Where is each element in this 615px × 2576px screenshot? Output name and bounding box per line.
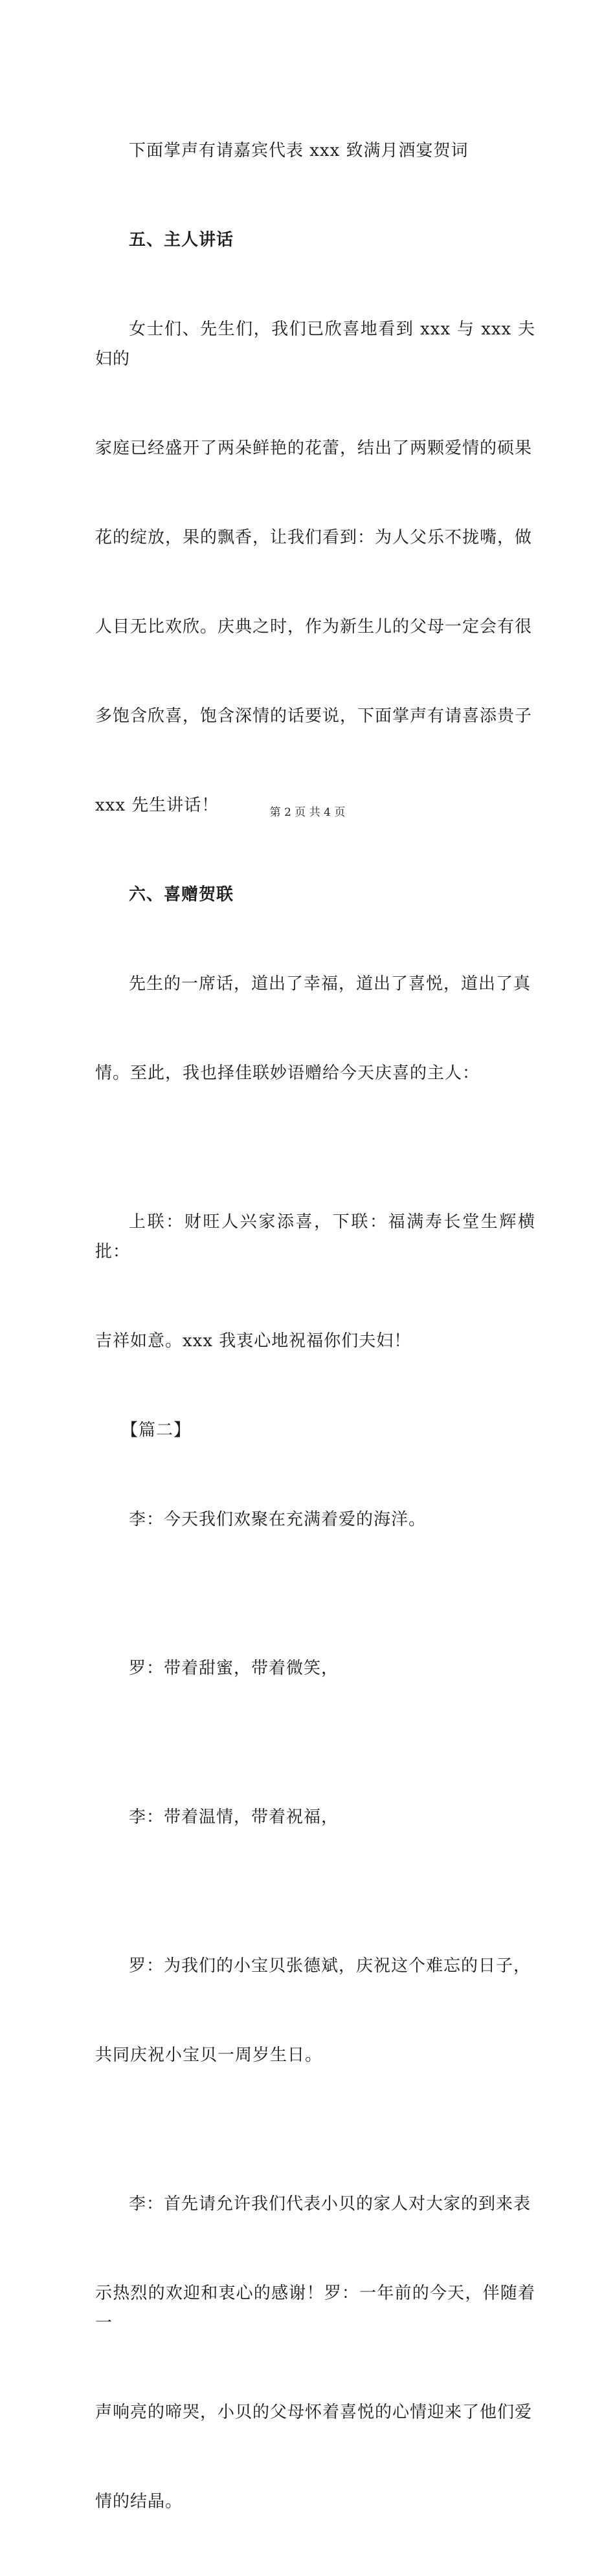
paragraph-guest-speech: 下面掌声有请嘉宾代表 xxx 致满月酒宴贺词 bbox=[129, 141, 469, 160]
dialogue-line: 罗：带着甜蜜，带着微笑， bbox=[129, 1659, 339, 1678]
section-label-part-two: 【篇二】 bbox=[121, 1421, 192, 1440]
dialogue-line: 罗：为我们的小宝贝张德斌，庆祝这个难忘的日子， 共同庆祝小宝贝一周岁生日。 bbox=[95, 1956, 531, 2065]
section-heading-host-speech: 五、主人讲话 bbox=[129, 230, 234, 250]
paragraph-couplet-intro: 先生的一席话，道出了幸福，道出了喜悦，道出了真 情。至此，我也择佳联妙语赠给今天庆喜的主人： bbox=[95, 974, 531, 1083]
dialogue-line: 李：带着温情，带着祝福， bbox=[129, 1807, 339, 1827]
page-number-footer: 第 2 页 共 4 页 bbox=[269, 806, 346, 819]
dialogue-line: 李：今天我们欢聚在充满着爱的海洋。 bbox=[129, 1510, 427, 1529]
paragraph-couplet-text: 上联：财旺人兴家添喜，下联：福满寿长堂生辉横批： 吉祥如意。xxx 我衷心地祝福你们夫妇！ bbox=[95, 1212, 535, 1351]
paragraph-host-speech: 女士们、先生们，我们已欣喜地看到 xxx 与 xxx 夫妇的 家庭已经盛开了两朵鲜艳的花蕾，结出了两颗爱情的硕果 花的绽放，果的飘香，让我们看到：为人父乐不拢嘴，做 人目无比欢欣。庆典之时，作为新生儿的父母一定会有很 多饱含欣喜，饱含深情的话要说，下面掌声有请喜添贵子 xxx 先生讲话！ bbox=[95, 320, 535, 815]
section-heading-couplet: 六、喜赠贺联 bbox=[129, 885, 234, 904]
document-body bbox=[95, 76, 535, 2576]
dialogue-line: 李：首先请允许我们代表小贝的家人对大家的到来表 示热烈的欢迎和衷心的感谢！罗：一年前的今天，伴随着一 声响亮的啼哭，小贝的父母怀着喜悦的心情迎来了他们爱 情的结晶。 bbox=[95, 2194, 535, 2511]
